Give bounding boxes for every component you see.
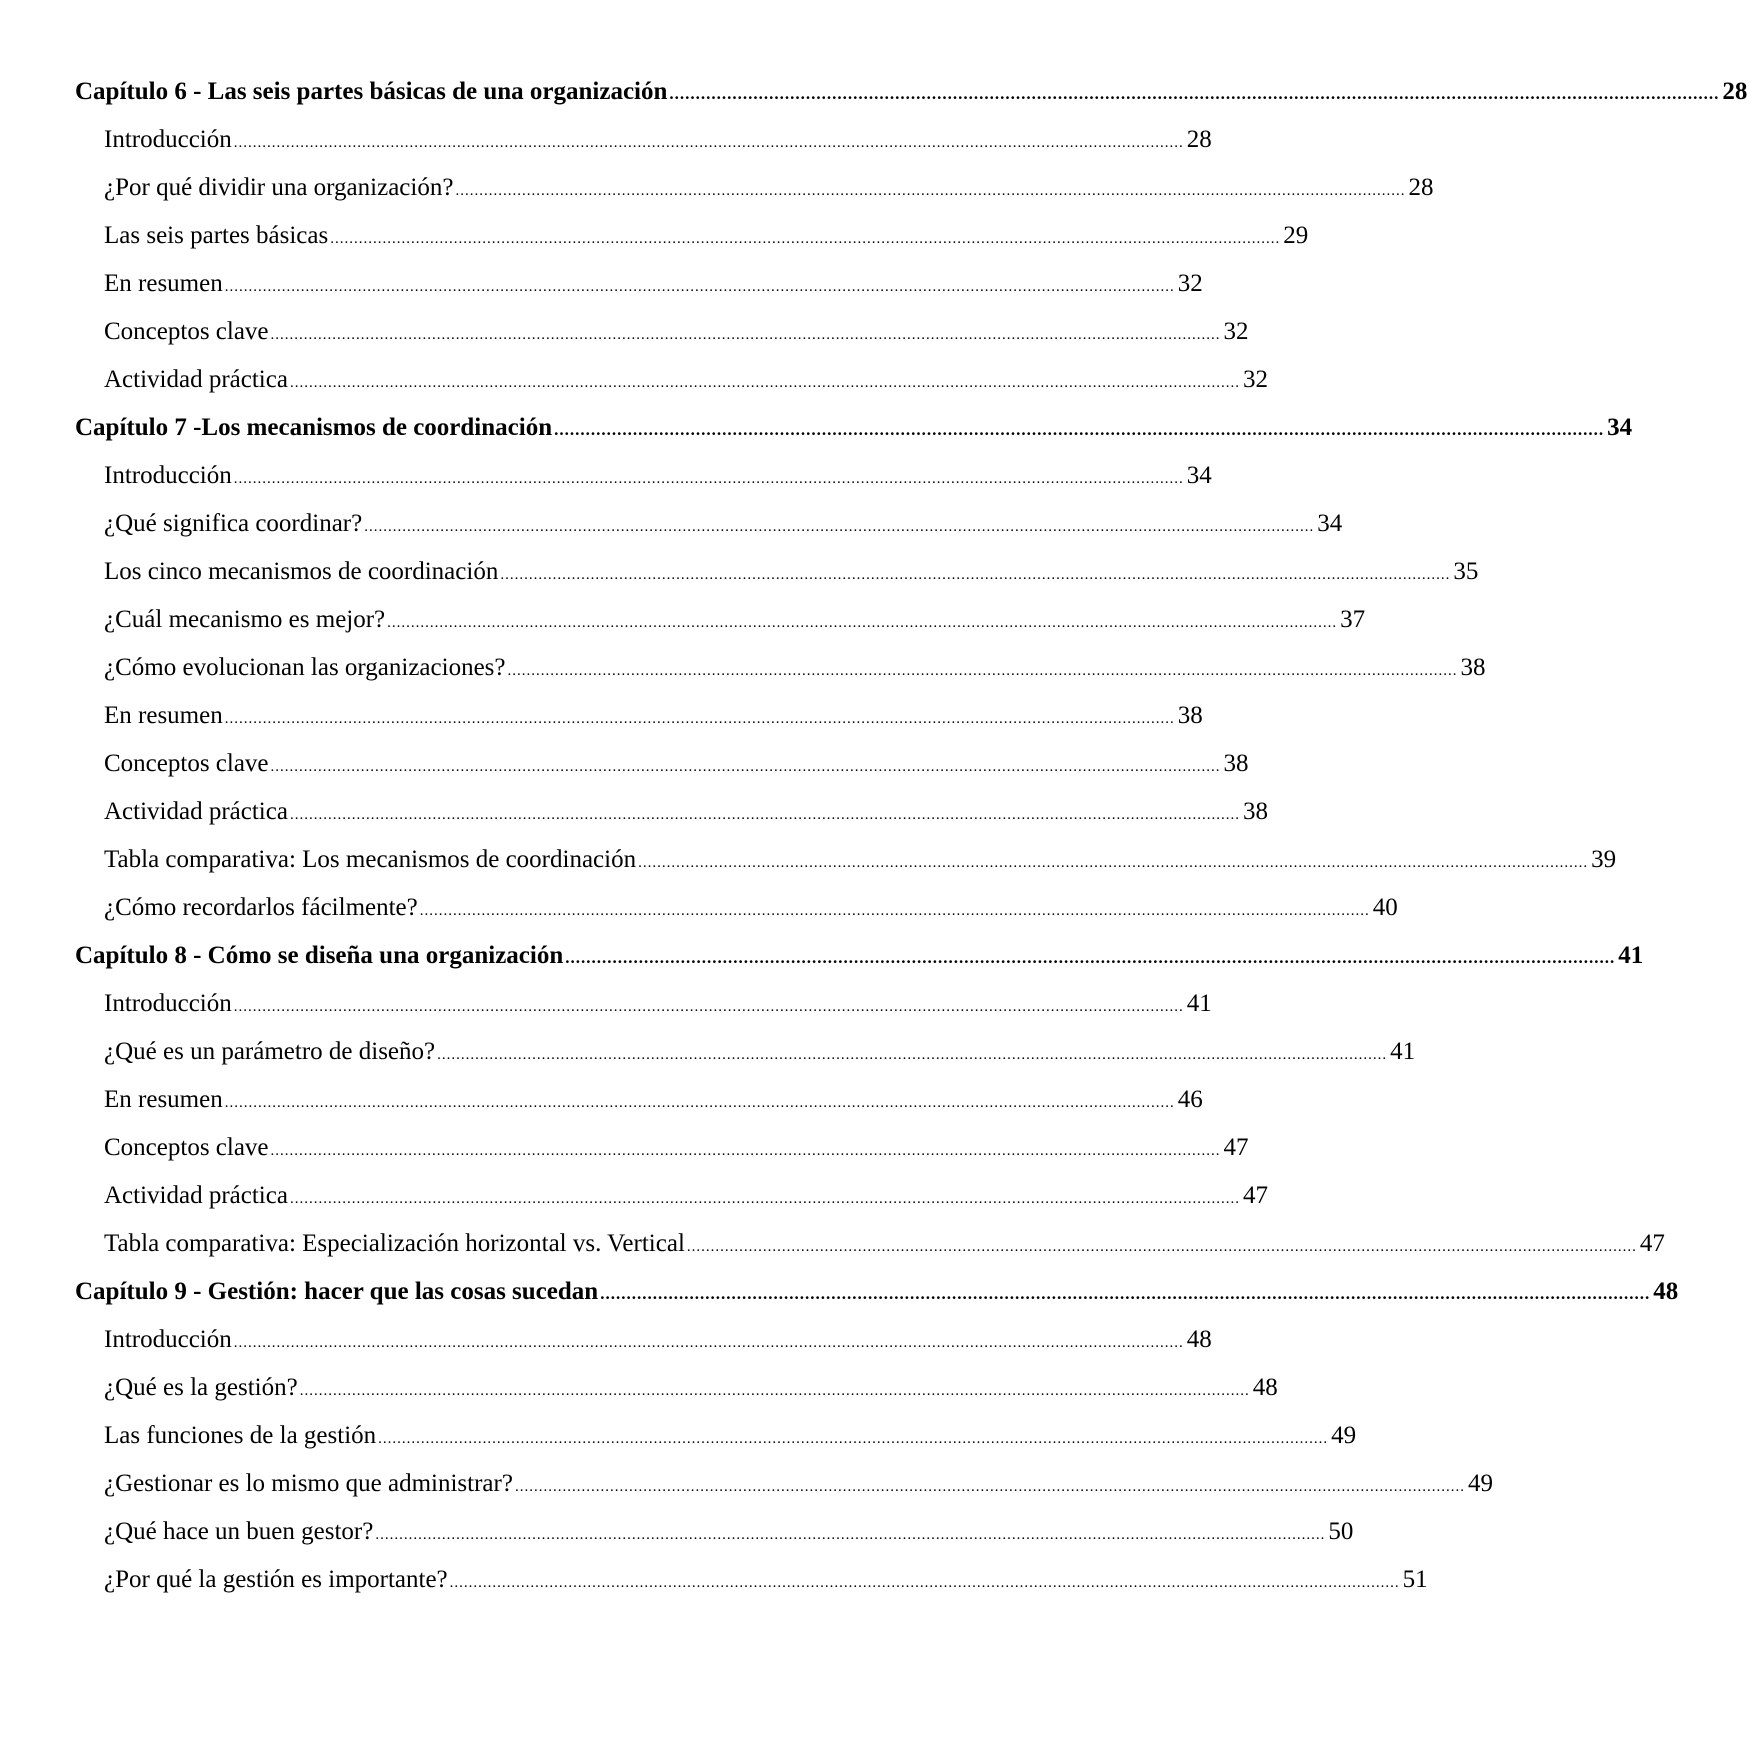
toc-section-entry[interactable]: [0, 554, 1479, 590]
dot-leader: ........................................................................................................................................................................................................: [270, 327, 1221, 343]
toc-page-number: 35: [1453, 558, 1479, 585]
toc-section-entry[interactable]: [0, 794, 1268, 830]
dot-leader: ........................................................................................................................................................................................................: [330, 231, 1281, 247]
toc-page-number: 48: [1186, 1326, 1212, 1353]
toc-page-number: 28: [1722, 78, 1747, 105]
toc-page-number: 34: [1607, 414, 1633, 441]
dot-leader: ........................................................................................................................................................................................................: [455, 183, 1406, 199]
toc-entry-title: ¿Cuál mecanismo es mejor?: [104, 606, 386, 633]
toc-page-number: 50: [1328, 1518, 1354, 1545]
dot-leader: ........................................................................................................................................................................................................: [299, 1383, 1250, 1399]
dot-leader: ........................................................................................................................................................................................................: [387, 615, 1338, 631]
toc-page-number: 32: [1223, 318, 1249, 345]
toc-page-number: 34: [1186, 462, 1212, 489]
toc-page-number: 47: [1639, 1230, 1665, 1257]
toc-entry-title: Capítulo 7 -Los mecanismos de coordinación: [75, 414, 553, 441]
toc-section-entry[interactable]: [0, 986, 1241, 1022]
toc-page-number: 32: [1177, 270, 1203, 297]
toc-page-number: 51: [1402, 1566, 1428, 1593]
toc-section-entry[interactable]: [0, 1130, 1249, 1166]
toc-page-number: 47: [1242, 1182, 1268, 1209]
dot-leader: ........................................................................................................................................................................................................: [233, 471, 1184, 487]
toc-page-number: 28: [1408, 174, 1434, 201]
dot-leader: ........................................................................................................................................................................................................: [565, 948, 1616, 967]
toc-entry-title: Introducción: [104, 990, 232, 1017]
toc-section-entry[interactable]: [0, 1418, 1357, 1454]
toc-page-number: 29: [1283, 222, 1309, 249]
toc-entry-title: Conceptos clave: [104, 1134, 269, 1161]
dot-leader: ........................................................................................................................................................................................................: [224, 1095, 1175, 1111]
toc-entry-title: En resumen: [104, 270, 223, 297]
toc-entry-title: Introducción: [104, 1326, 232, 1353]
toc-section-entry[interactable]: [0, 506, 1343, 542]
toc-page-number: 34: [1317, 510, 1343, 537]
dot-leader: ........................................................................................................................................................................................................: [500, 567, 1451, 583]
toc-page-number: 41: [1186, 990, 1212, 1017]
toc-entry-title: Conceptos clave: [104, 750, 269, 777]
dot-leader: ........................................................................................................................................................................................................: [289, 1191, 1240, 1207]
toc-section-entry[interactable]: [0, 362, 1268, 398]
toc-entry-title: Introducción: [104, 126, 232, 153]
toc-page-number: 37: [1340, 606, 1366, 633]
dot-leader: ........................................................................................................................................................................................................: [270, 759, 1221, 775]
toc-section-entry[interactable]: [0, 1082, 1241, 1118]
toc-entry-title: ¿Por qué la gestión es importante?: [104, 1566, 448, 1593]
toc-section-entry[interactable]: [0, 1178, 1268, 1214]
toc-entry-title: Las funciones de la gestión: [104, 1422, 377, 1449]
toc-section-entry[interactable]: [0, 1226, 1665, 1262]
dot-leader: ........................................................................................................................................................................................................: [233, 1335, 1184, 1351]
toc-page-number: 41: [1390, 1038, 1416, 1065]
toc-section-entry[interactable]: [0, 890, 1398, 926]
toc-section-entry[interactable]: [0, 218, 1309, 254]
toc-section-entry[interactable]: [0, 122, 1241, 158]
toc-entry-title: ¿Qué es un parámetro de diseño?: [104, 1038, 436, 1065]
toc-entry-title: Actividad práctica: [104, 798, 288, 825]
toc-entry-title: ¿Qué es la gestión?: [104, 1374, 298, 1401]
dot-leader: ........................................................................................................................................................................................................: [378, 1431, 1329, 1447]
toc-section-entry[interactable]: [0, 170, 1434, 206]
dot-leader: ........................................................................................................................................................................................................: [224, 279, 1175, 295]
toc-page-number: 38: [1177, 702, 1203, 729]
dot-leader: ........................................................................................................................................................................................................: [686, 1239, 1637, 1255]
dot-leader: ........................................................................................................................................................................................................: [437, 1047, 1388, 1063]
toc-section-entry[interactable]: [0, 1370, 1278, 1406]
dot-leader: ........................................................................................................................................................................................................: [449, 1575, 1400, 1591]
toc-page-number: 38: [1242, 798, 1268, 825]
dot-leader: ........................................................................................................................................................................................................: [270, 1143, 1221, 1159]
toc-section-entry[interactable]: [0, 266, 1241, 302]
dot-leader: ........................................................................................................................................................................................................: [289, 375, 1240, 391]
dot-leader: ........................................................................................................................................................................................................: [669, 84, 1720, 103]
toc-entry-title: Conceptos clave: [104, 318, 269, 345]
dot-leader: ........................................................................................................................................................................................................: [375, 1527, 1326, 1543]
dot-leader: ........................................................................................................................................................................................................: [233, 999, 1184, 1015]
toc-entry-title: ¿Cómo recordarlos fácilmente?: [104, 894, 418, 921]
toc-section-entry[interactable]: [0, 1034, 1416, 1070]
toc-entry-title: Introducción: [104, 462, 232, 489]
toc-entry-title: Capítulo 9 - Gestión: hacer que las cosas sucedan: [75, 1278, 599, 1305]
toc-chapter-entry[interactable]: [0, 1274, 1679, 1310]
toc-section-entry[interactable]: [0, 314, 1249, 350]
toc-entry-title: Actividad práctica: [104, 366, 288, 393]
toc-entry-title: En resumen: [104, 702, 223, 729]
toc-page-number: 49: [1331, 1422, 1357, 1449]
toc-page-number: 39: [1591, 846, 1617, 873]
toc-entry-title: ¿Qué significa coordinar?: [104, 510, 363, 537]
toc-page-number: 32: [1242, 366, 1268, 393]
toc-page-number: 38: [1223, 750, 1249, 777]
toc-chapter-entry[interactable]: [0, 410, 1633, 446]
toc-page-number: 48: [1653, 1278, 1679, 1305]
toc-section-entry[interactable]: [0, 458, 1241, 494]
dot-leader: ........................................................................................................................................................................................................: [514, 1479, 1465, 1495]
toc-entry-title: Tabla comparativa: Los mecanismos de coordinación: [104, 846, 637, 873]
toc-section-entry[interactable]: [0, 698, 1241, 734]
dot-leader: ........................................................................................................................................................................................................: [224, 711, 1175, 727]
dot-leader: ........................................................................................................................................................................................................: [419, 903, 1370, 919]
toc-page-number: 46: [1177, 1086, 1203, 1113]
toc-entry-title: ¿Por qué dividir una organización?: [104, 174, 454, 201]
dot-leader: ........................................................................................................................................................................................................: [638, 855, 1589, 871]
toc-section-entry[interactable]: [0, 1322, 1241, 1358]
toc-section-entry[interactable]: [0, 746, 1249, 782]
toc-entry-title: ¿Cómo evolucionan las organizaciones?: [104, 654, 506, 681]
toc-page-number: 47: [1223, 1134, 1249, 1161]
dot-leader: ........................................................................................................................................................................................................: [233, 135, 1184, 151]
toc-entry-title: Las seis partes básicas: [104, 222, 329, 249]
toc-page-number: 49: [1467, 1470, 1493, 1497]
toc-page-number: 41: [1618, 942, 1644, 969]
dot-leader: ........................................................................................................................................................................................................: [364, 519, 1315, 535]
toc-chapter-entry[interactable]: [0, 74, 1747, 110]
dot-leader: ........................................................................................................................................................................................................: [289, 807, 1240, 823]
toc-entry-title: Capítulo 8 - Cómo se diseña una organización: [75, 942, 564, 969]
toc-entry-title: Los cinco mecanismos de coordinación: [104, 558, 499, 585]
dot-leader: ........................................................................................................................................................................................................: [554, 420, 1605, 439]
toc-page-number: 38: [1460, 654, 1486, 681]
toc-section-entry[interactable]: [0, 842, 1617, 878]
toc-page-number: 28: [1186, 126, 1212, 153]
toc-entry-title: Capítulo 6 - Las seis partes básicas de una organización: [75, 78, 668, 105]
dot-leader: ........................................................................................................................................................................................................: [507, 663, 1458, 679]
toc-section-entry[interactable]: [0, 650, 1486, 686]
toc-entry-title: ¿Qué hace un buen gestor?: [104, 1518, 374, 1545]
toc-page-number: 48: [1252, 1374, 1278, 1401]
toc-entry-title: En resumen: [104, 1086, 223, 1113]
toc-section-entry[interactable]: [0, 1562, 1428, 1598]
toc-page-number: 40: [1372, 894, 1398, 921]
toc-section-entry[interactable]: [0, 1514, 1354, 1550]
toc-section-entry[interactable]: [0, 602, 1366, 638]
toc-chapter-entry[interactable]: [0, 938, 1644, 974]
toc-entry-title: Tabla comparativa: Especialización horizontal vs. Vertical: [104, 1230, 685, 1257]
toc-section-entry[interactable]: [0, 1466, 1493, 1502]
toc-entry-title: Actividad práctica: [104, 1182, 288, 1209]
toc-entry-title: ¿Gestionar es lo mismo que administrar?: [104, 1470, 513, 1497]
dot-leader: ........................................................................................................................................................................................................: [600, 1284, 1651, 1303]
